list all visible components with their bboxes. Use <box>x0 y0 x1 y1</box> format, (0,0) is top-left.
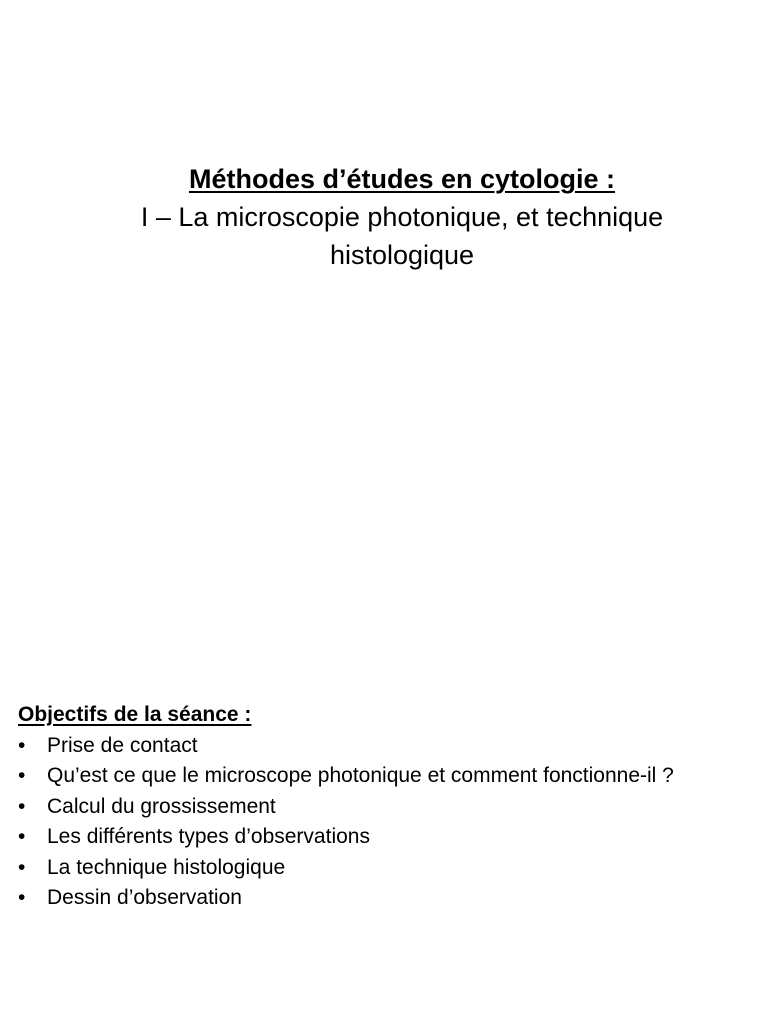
list-item <box>18 883 758 914</box>
list-item <box>18 792 758 823</box>
list-item <box>18 761 758 792</box>
list-item-text: Calcul du grossissement <box>47 794 276 818</box>
page-subtitle: I – La microscopie photonique, et technique histologique <box>140 202 664 270</box>
bullet-icon: • <box>18 733 26 757</box>
list-item <box>18 822 758 853</box>
list-item-text: La technique histologique <box>47 855 286 879</box>
list-item <box>18 731 758 762</box>
bullet-icon: • <box>18 886 26 909</box>
bullet-icon: • <box>18 855 26 879</box>
bullet-icon: • <box>18 794 26 818</box>
page-title: Méthodes d’études en cytologie : <box>188 164 616 194</box>
list-item-text: Qu’est ce que le microscope photonique et comment fonctionne-il ? <box>47 764 674 787</box>
objectives-section <box>18 700 758 914</box>
objectives-heading: Objectifs de la séance : <box>18 703 252 726</box>
bullet-icon: • <box>18 825 26 848</box>
bullet-icon: • <box>18 764 26 787</box>
objectives-list <box>18 731 758 914</box>
list-item-text: Dessin d’observation <box>47 886 242 909</box>
list-item-text: Prise de contact <box>47 733 198 757</box>
list-item <box>18 853 758 884</box>
title-block <box>0 160 768 274</box>
list-item-text: Les différents types d’observations <box>47 825 370 848</box>
